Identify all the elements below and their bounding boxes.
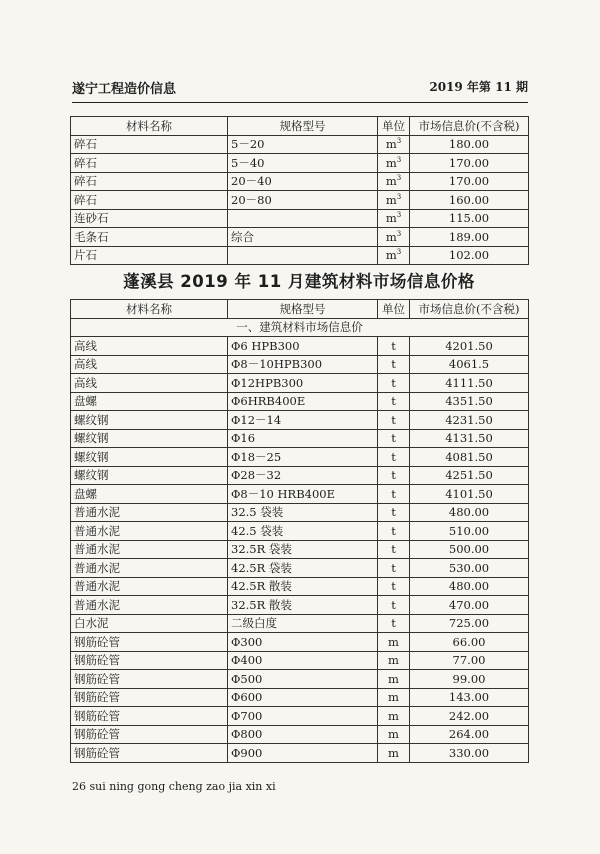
unit-exponent: 3 (396, 137, 402, 146)
material-price: 530.00 (410, 559, 529, 578)
material-name: 白水泥 (71, 614, 228, 633)
material-unit: t (378, 614, 410, 633)
col-header-spec: 规格型号 (228, 117, 378, 136)
header-rule (72, 102, 528, 103)
material-name: 螺纹钢 (71, 466, 228, 485)
page-number: 26 (72, 780, 86, 793)
table-row (71, 503, 529, 522)
material-price: 66.00 (410, 633, 529, 652)
material-unit: t (378, 448, 410, 467)
material-unit (378, 228, 410, 247)
material-unit (378, 191, 410, 210)
material-name: 螺纹钢 (71, 448, 228, 467)
material-name: 普通水泥 (71, 577, 228, 596)
table-row (71, 540, 529, 559)
table-row (71, 670, 529, 689)
material-price: 330.00 (410, 744, 529, 763)
material-unit: t (378, 577, 410, 596)
material-unit: t (378, 337, 410, 356)
aggregate-price-table (70, 116, 529, 265)
material-price: 264.00 (410, 725, 529, 744)
material-name: 钢筋砼管 (71, 670, 228, 689)
material-unit: t (378, 466, 410, 485)
table-row (71, 374, 529, 393)
material-spec: Φ700 (228, 707, 378, 726)
table-row (71, 337, 529, 356)
table-row (71, 559, 529, 578)
material-spec: Φ8－10 HRB400E (228, 485, 378, 504)
material-spec: 5－40 (228, 154, 378, 173)
material-spec: 20－80 (228, 191, 378, 210)
unit-exponent: 3 (396, 192, 402, 201)
material-price: 480.00 (410, 503, 529, 522)
unit-exponent: 3 (396, 229, 402, 238)
material-unit (378, 246, 410, 265)
material-spec: 5－20 (228, 135, 378, 154)
material-name: 钢筋砼管 (71, 651, 228, 670)
material-price: 242.00 (410, 707, 529, 726)
material-price: 725.00 (410, 614, 529, 633)
material-name: 高线 (71, 374, 228, 393)
material-spec: 32.5 袋装 (228, 503, 378, 522)
material-price: 510.00 (410, 522, 529, 541)
material-price: 170.00 (410, 154, 529, 173)
material-price: 99.00 (410, 670, 529, 689)
material-spec: Φ6HRB400E (228, 392, 378, 411)
material-unit: m (378, 725, 410, 744)
section-subheading: 一、建筑材料市场信息价 (71, 318, 529, 337)
building-material-price-table (70, 299, 529, 763)
col-header-name: 材料名称 (71, 300, 228, 319)
material-price: 102.00 (410, 246, 529, 265)
material-spec: Φ300 (228, 633, 378, 652)
material-unit: m (378, 707, 410, 726)
material-price: 189.00 (410, 228, 529, 247)
table-row (71, 466, 529, 485)
col-header-spec: 规格型号 (228, 300, 378, 319)
material-name: 普通水泥 (71, 522, 228, 541)
material-name: 碎石 (71, 172, 228, 191)
material-spec: 20－40 (228, 172, 378, 191)
table-row (71, 688, 529, 707)
table-row (71, 411, 529, 430)
material-spec: Φ400 (228, 651, 378, 670)
material-price: 480.00 (410, 577, 529, 596)
material-name: 碎石 (71, 154, 228, 173)
table-row (71, 172, 529, 191)
unit-base: m (385, 192, 397, 207)
col-header-unit: 单位 (378, 300, 410, 319)
material-spec: 42.5 袋装 (228, 522, 378, 541)
material-name: 螺纹钢 (71, 429, 228, 448)
section-title: 蓬溪县 2019 年 11 月建筑材料市场信息价格 (123, 272, 475, 291)
material-spec: Φ12－14 (228, 411, 378, 430)
material-price: 4101.50 (410, 485, 529, 504)
material-price: 4111.50 (410, 374, 529, 393)
material-name: 连砂石 (71, 209, 228, 228)
material-price: 170.00 (410, 172, 529, 191)
material-price: 160.00 (410, 191, 529, 210)
material-spec: 32.5R 散装 (228, 596, 378, 615)
unit-base: m (385, 174, 397, 189)
material-name: 钢筋砼管 (71, 688, 228, 707)
material-name: 普通水泥 (71, 559, 228, 578)
material-spec: Φ800 (228, 725, 378, 744)
unit-exponent: 3 (396, 155, 402, 164)
material-price: 470.00 (410, 596, 529, 615)
table-row (71, 522, 529, 541)
material-table-body (71, 318, 529, 762)
page-header (72, 78, 528, 98)
material-name: 盘螺 (71, 392, 228, 411)
material-spec: 综合 (228, 228, 378, 247)
table-row (71, 191, 529, 210)
material-unit: m (378, 744, 410, 763)
material-name: 钢筋砼管 (71, 707, 228, 726)
material-spec: Φ18－25 (228, 448, 378, 467)
material-price: 4061.5 (410, 355, 529, 374)
material-spec: 42.5R 散装 (228, 577, 378, 596)
material-unit: t (378, 411, 410, 430)
material-spec: Φ28－32 (228, 466, 378, 485)
material-spec: Φ16 (228, 429, 378, 448)
unit-exponent: 3 (396, 211, 402, 220)
material-name: 碎石 (71, 191, 228, 210)
material-name: 螺纹钢 (71, 411, 228, 430)
table-row (71, 651, 529, 670)
material-unit (378, 135, 410, 154)
material-name: 高线 (71, 355, 228, 374)
material-price: 143.00 (410, 688, 529, 707)
material-unit: t (378, 596, 410, 615)
unit-base: m (385, 137, 397, 152)
table-row (71, 577, 529, 596)
material-name: 片石 (71, 246, 228, 265)
table-row (71, 633, 529, 652)
material-unit: t (378, 540, 410, 559)
material-unit: t (378, 374, 410, 393)
table-row (71, 485, 529, 504)
material-unit (378, 154, 410, 173)
material-price: 4351.50 (410, 392, 529, 411)
material-spec: 42.5R 袋装 (228, 559, 378, 578)
material-unit: m (378, 651, 410, 670)
table-row (71, 448, 529, 467)
material-name: 钢筋砼管 (71, 633, 228, 652)
material-price: 500.00 (410, 540, 529, 559)
material-unit: t (378, 522, 410, 541)
material-unit: t (378, 392, 410, 411)
material-price: 180.00 (410, 135, 529, 154)
material-spec: 二级白度 (228, 614, 378, 633)
material-name: 碎石 (71, 135, 228, 154)
material-name: 钢筋砼管 (71, 744, 228, 763)
table-row (71, 355, 529, 374)
unit-base: m (385, 229, 397, 244)
material-unit: m (378, 670, 410, 689)
material-name: 普通水泥 (71, 540, 228, 559)
table-row (71, 246, 529, 265)
unit-base: m (385, 211, 397, 226)
material-spec (228, 246, 378, 265)
material-spec: Φ12HPB300 (228, 374, 378, 393)
unit-exponent: 3 (396, 248, 402, 257)
table-row (71, 707, 529, 726)
material-price: 115.00 (410, 209, 529, 228)
material-spec: 32.5R 袋装 (228, 540, 378, 559)
material-unit: m (378, 688, 410, 707)
material-unit: t (378, 355, 410, 374)
col-header-price: 市场信息价(不含税) (410, 117, 529, 136)
material-spec: Φ8－10HPB300 (228, 355, 378, 374)
material-spec: Φ6 HPB300 (228, 337, 378, 356)
col-header-name: 材料名称 (71, 117, 228, 136)
material-price: 4201.50 (410, 337, 529, 356)
material-price: 4231.50 (410, 411, 529, 430)
table-header-row (71, 300, 529, 319)
table-row (71, 744, 529, 763)
issue-label: 2019 年第 11 期 (429, 80, 528, 94)
unit-exponent: 3 (396, 174, 402, 183)
material-unit (378, 172, 410, 191)
material-name: 钢筋砼管 (71, 725, 228, 744)
page-footer (72, 780, 276, 793)
table-row (71, 429, 529, 448)
material-price: 4081.50 (410, 448, 529, 467)
col-header-unit: 单位 (378, 117, 410, 136)
unit-base: m (385, 248, 397, 263)
material-price: 4131.50 (410, 429, 529, 448)
material-name: 高线 (71, 337, 228, 356)
material-name: 普通水泥 (71, 596, 228, 615)
table-row (71, 725, 529, 744)
material-unit: t (378, 485, 410, 504)
publication-title: 遂宁工程造价信息 (72, 82, 177, 97)
unit-base: m (385, 155, 397, 170)
material-unit: t (378, 503, 410, 522)
material-spec: Φ500 (228, 670, 378, 689)
footer-pinyin: sui ning gong cheng zao jia xin xi (89, 780, 276, 793)
material-unit (378, 209, 410, 228)
table-header-row (71, 117, 529, 136)
table-row (71, 596, 529, 615)
material-spec: Φ900 (228, 744, 378, 763)
material-name: 毛条石 (71, 228, 228, 247)
material-spec (228, 209, 378, 228)
table-row (71, 614, 529, 633)
material-spec: Φ600 (228, 688, 378, 707)
table-row (71, 135, 529, 154)
material-unit: t (378, 429, 410, 448)
section-subheading-row (71, 318, 529, 337)
table-row (71, 154, 529, 173)
material-name: 盘螺 (71, 485, 228, 504)
table-row (71, 228, 529, 247)
material-price: 77.00 (410, 651, 529, 670)
material-unit: t (378, 559, 410, 578)
material-unit: m (378, 633, 410, 652)
material-name: 普通水泥 (71, 503, 228, 522)
material-price: 4251.50 (410, 466, 529, 485)
aggregate-table-body (71, 135, 529, 265)
table-row (71, 209, 529, 228)
table-row (71, 392, 529, 411)
col-header-price: 市场信息价(不含税) (410, 300, 529, 319)
